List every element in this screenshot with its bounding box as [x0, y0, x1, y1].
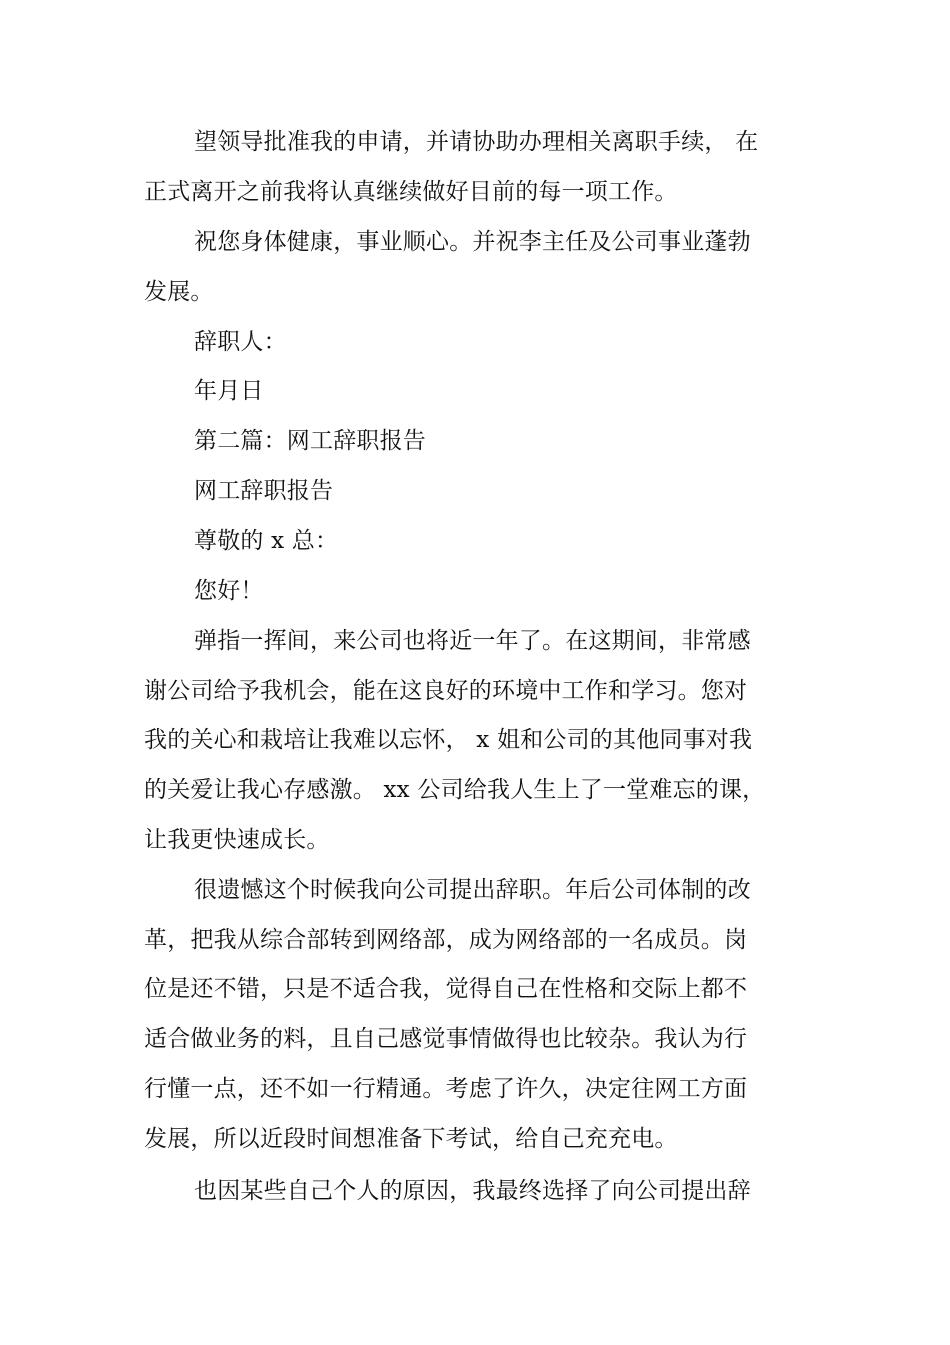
report-title: 网工辞职报告 [194, 478, 334, 504]
section-title: 第二篇：网工辞职报告 [194, 428, 426, 454]
paragraph-line: 我的关心和栽培让我难以忘怀， x 姐和公司的其他同事对我 [144, 727, 753, 753]
signature-label: 辞职人： [194, 329, 287, 355]
paragraph-line: 发展，所以近段时间想准备下考试，给自己充充电。 [144, 1126, 678, 1152]
paragraph-line: 很遗憾这个时候我向公司提出辞职。年后公司体制的改 [194, 877, 751, 903]
paragraph-line: 发展。 [144, 279, 214, 305]
paragraph-line: 革，把我从综合部转到网络部，成为网络部的一名成员。岗 [144, 927, 748, 953]
date-line: 年月日 [194, 378, 264, 404]
paragraph-line: 祝您身体健康，事业顺心。并祝李主任及公司事业蓬勃 [194, 229, 751, 255]
greeting: 您好！ [194, 578, 264, 604]
salutation: 尊敬的 x 总： [194, 528, 339, 554]
paragraph-line: 让我更快速成长。 [144, 827, 330, 853]
paragraph-line: 弹指一挥间，来公司也将近一年了。在这期间，非常感 [194, 628, 751, 654]
paragraph-line: 也因某些自己个人的原因，我最终选择了向公司提出辞 [194, 1178, 751, 1204]
paragraph-line: 正式离开之前我将认真继续做好目前的每一项工作。 [144, 179, 678, 205]
paragraph-line: 适合做业务的料，且自己感觉事情做得也比较杂。我认为行 [144, 1026, 748, 1052]
paragraph-line: 行懂一点，还不如一行精通。考虑了许久，决定往网工方面 [144, 1076, 748, 1102]
paragraph-line: 谢公司给予我机会，能在这良好的环境中工作和学习。您对 [144, 678, 748, 704]
paragraph-line: 望领导批准我的申请，并请协助办理相关离职手续， 在 [194, 129, 759, 155]
paragraph-line: 的关爱让我心存感激。 xx 公司给我人生上了一堂难忘的课， [144, 777, 766, 803]
paragraph-line: 位是还不错，只是不适合我，觉得自己在性格和交际上都不 [144, 976, 748, 1002]
